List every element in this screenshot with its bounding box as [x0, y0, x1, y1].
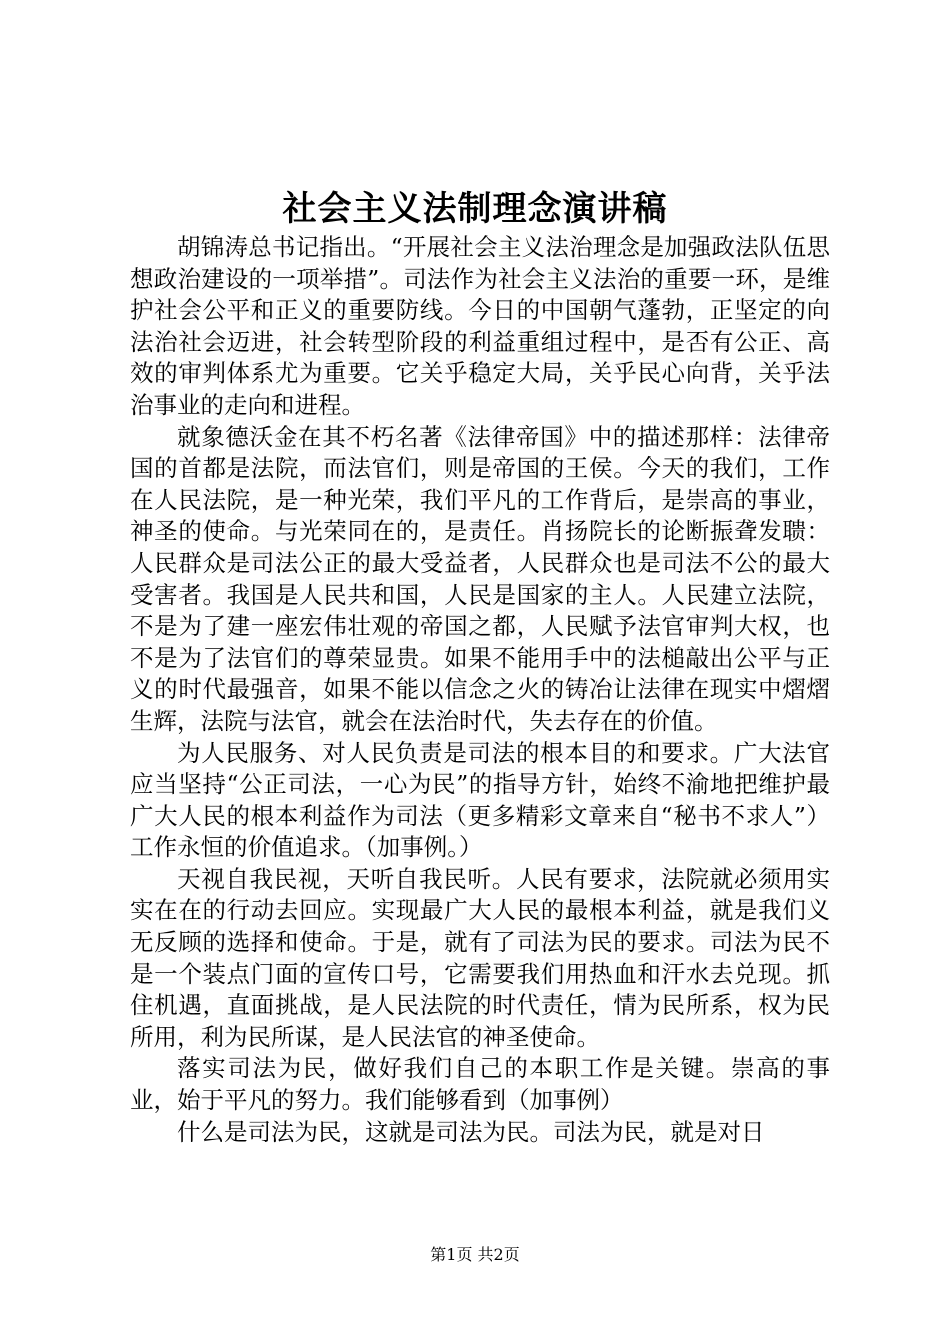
paragraph: 落实司法为民，做好我们自己的本职工作是关键。崇高的事业，始于平凡的努力。我们能够看到（加事例） — [130, 1054, 830, 1115]
paragraph: 为人民服务、对人民负责是司法的根本目的和要求。广大法官应当坚持“公正司法，一心为民”的指导方针，始终不渝地把维护最广大人民的根本利益作为司法（更多精彩文章来自“秘书不求人”）工作永恒的价值追求。（加事例。） — [130, 738, 830, 862]
paragraph: 就象德沃金在其不朽名著《法律帝国》中的描述那样：法律帝国的首都是法院，而法官们，则是帝国的王侯。今天的我们，工作在人民法院，是一种光荣，我们平凡的工作背后，是崇高的事业，神圣的使命。与光荣同在的，是责任。肖扬院长的论断振聋发聩：人民群众是司法公正的最大受益者，人民群众也是司法不公的最大受害者。我国是人民共和国，人民是国家的主人。人民建立法院，不是为了建一座宏伟壮观的帝国之都，人民赋予法官审判大权，也不是为了法官们的尊荣显贵。如果不能用手中的法槌敲出公平与正义的时代最强音，如果不能以信念之火的铸冶让法律在现实中熠熠生辉，法院与法官，就会在法治时代，失去存在的价值。 — [130, 422, 830, 735]
paragraph: 胡锦涛总书记指出。“开展社会主义法治理念是加强政法队伍思想政治建设的一项举措”。司法作为社会主义法治的重要一环，是维护社会公平和正义的重要防线。今日的中国朝气蓬勃，正坚定的向法治社会迈进，社会转型阶段的利益重组过程中，是否有公正、高效的审判体系尤为重要。它关乎稳定大局，关乎民心向背，关乎法治事业的走向和进程。 — [130, 233, 830, 419]
paragraph: 天视自我民视，天听自我民听。人民有要求，法院就必须用实实在在的行动去回应。实现最广大人民的最根本利益，就是我们义无反顾的选择和使命。于是，就有了司法为民的要求。司法为民不是一个装点门面的宣传口号，它需要我们用热血和汗水去兑现。抓住机遇，直面挑战，是人民法院的时代责任，情为民所系，权为民所用，利为民所谋，是人民法官的神圣使命。 — [130, 864, 830, 1051]
document-title: 社会主义法制理念演讲稿 — [282, 189, 668, 229]
document-body — [130, 232, 830, 1148]
page-number-footer: 第1页 共2页 — [430, 1245, 520, 1264]
paragraph: 什么是司法为民，这就是司法为民。司法为民，就是对日 — [177, 1117, 765, 1146]
